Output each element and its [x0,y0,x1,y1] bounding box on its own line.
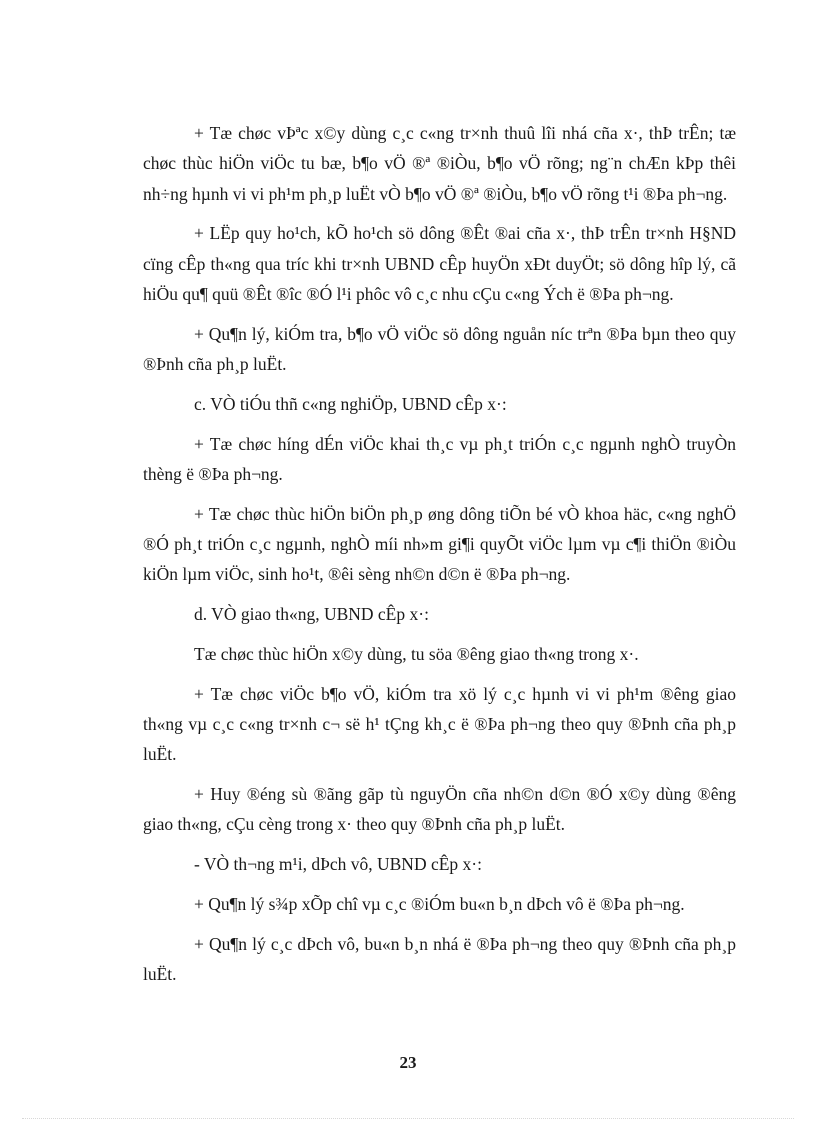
paragraph-6: + Tæ chøc thùc hiÖn biÖn ph¸p øng dông tiÕn bé vÒ khoa häc, c«ng nghÖ ®Ó ph¸t triÓn c¸c ngµnh, nghÒ míi nh»m gi¶i quyÕt viÖc lµm vµ c¶i thiÖn ®iÒu kiÖn lµm viÖc, sinh ho¹t, ®êi sèng nh©n d©n ë ®Þa ph¬ng. [143,503,736,585]
paragraph-10: + Huy ®éng sù ®ãng gãp tù nguyÖn cña nh©n d©n ®Ó x©y dùng ®êng giao th«ng, cÇu cèng trong x· theo quy ®Þnh cña ph¸p luËt. [143,784,736,835]
paragraph-8: Tæ chøc thùc hiÖn x©y dùng, tu söa ®êng giao th«ng trong x·. [194,643,639,664]
section-heading-handicraft: c. VÒ tiÓu thñ c«ng nghiÖp, UBND cÊp x·: [194,393,507,414]
section-heading-commerce: - VÒ th¬ng m¹i, dÞch vô, UBND cÊp x·: [194,854,482,875]
paragraph-2: + LËp quy ho¹ch, kÕ ho¹ch sö dông ®Êt ®ai cña x·, thÞ trÊn tr×nh H§ND cïng cÊp th«ng qua tríc khi tr×nh UBND cÊp huyÖn xÐt duyÖt; sö dông hîp lý, cã hiÖu qu¶ quü ®Êt ®îc ®Ó l¹i phôc vô c¸c nhu cÇu c«ng Ých ë ®Þa ph¬ng. [143,223,736,304]
body-text [143,118,736,999]
bottom-dotted-rule [22,1118,794,1119]
paragraph-3: + Qu¶n lý, kiÓm tra, b¶o vÖ viÖc sö dông nguån níc trªn ®Þa bµn theo quy ®Þnh cña ph¸p luËt. [143,323,736,375]
paragraph-1: + Tæ chøc vÞªc x©y dùng c¸c c«ng tr×nh thuû lîi nhá cña x·, thÞ trÊn; tæ chøc thùc hiÖn viÖc tu bæ, b¶o vÖ ®ª ®iÒu, b¶o vÖ rõng; ng¨n chÆn kÞp thêi nh÷ng hµnh vi vi ph¹m ph¸p luËt vÒ b¶o vÖ ®ª ®iÒu, b¶o vÖ rõng t¹i ®Þa ph¬ng. [143,123,736,204]
paragraph-5: + Tæ chøc híng dÉn viÖc khai th¸c vµ ph¸t triÓn c¸c ngµnh nghÒ truyÒn thèng ë ®Þa ph¬ng. [143,433,736,484]
paragraph-13: + Qu¶n lý c¸c dÞch vô, bu«n b¸n nhá ë ®Þa ph¬ng theo quy ®Þnh cña ph¸p luËt. [143,933,736,985]
paragraph-12: + Qu¶n lý s¾p xÕp chî vµ c¸c ®iÓm bu«n b¸n dÞch vô ë ®Þa ph¬ng. [194,894,685,915]
page-number: 23 [399,1053,417,1072]
paragraph-9: + Tæ chøc viÖc b¶o vÖ, kiÓm tra xö lý c¸c hµnh vi vi ph¹m ®êng giao th«ng vµ c¸c c«ng tr×nh c¬ së h¹ tÇng kh¸c ë ®Þa ph¬ng theo quy ®Þnh cña ph¸p luËt. [143,683,736,765]
section-heading-transport: d. VÒ giao th«ng, UBND cÊp x·: [194,604,429,625]
